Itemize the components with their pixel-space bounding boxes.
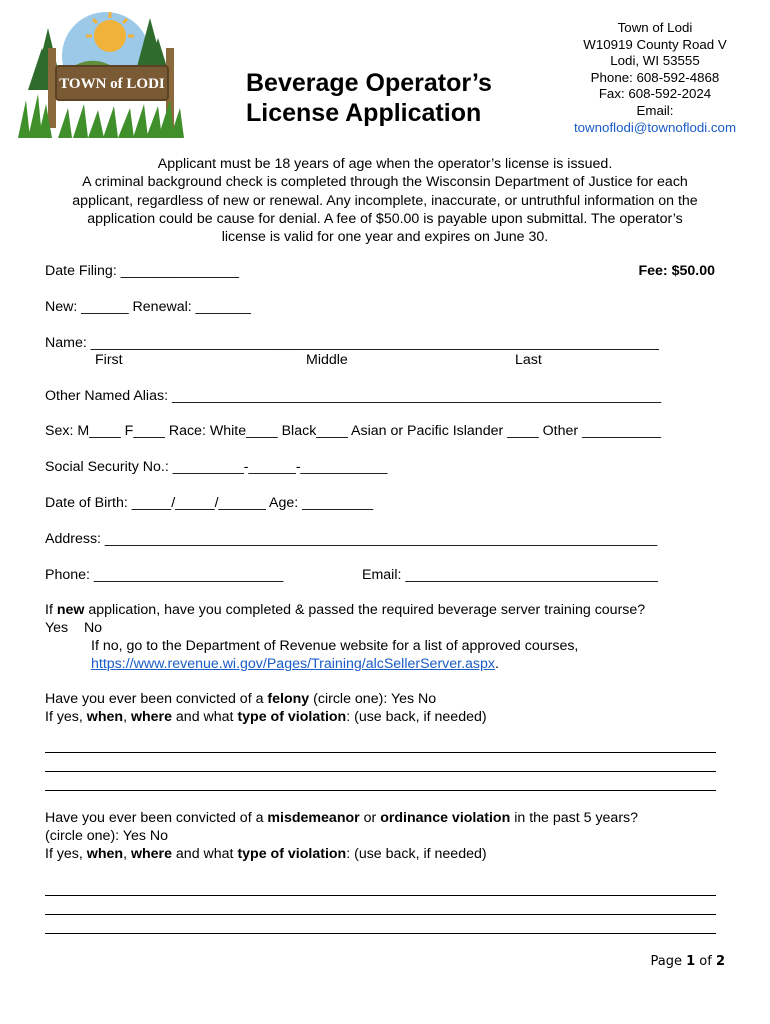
misd-answer-line[interactable] — [45, 895, 716, 896]
intro-paragraph — [38, 155, 732, 246]
name-field[interactable]: Name: ________________________________________________________________________ — [45, 335, 659, 351]
contact-phone: Phone: 608-592-4868 — [590, 69, 720, 85]
ifyes-mid: and what — [171, 846, 238, 862]
page-total: 2 — [715, 954, 725, 969]
contact-email-link[interactable]: townoflodi@townoflodi.com — [573, 119, 737, 135]
ifyes-where: where — [130, 709, 172, 725]
felony-answer-line[interactable] — [45, 771, 716, 772]
training-q-pre: If — [45, 602, 57, 618]
ifyes-comma: , — [123, 709, 131, 725]
training-note: If no, go to the Department of Revenue website for a list of approved courses, — [91, 638, 579, 654]
address-field[interactable]: Address: ______________________________________________________________________ — [45, 531, 658, 547]
felony-q-bold: felony — [267, 691, 310, 707]
felony-answer-line[interactable] — [45, 790, 716, 791]
ifyes-type: type of violation — [237, 709, 347, 725]
intro-line: application could be cause for denial. A fee of $50.00 is payable upon submittal. The operator’s — [87, 210, 683, 227]
alias-field[interactable]: Other Named Alias: ______________________________________________________________ — [45, 388, 662, 404]
contact-email-label: Email: — [636, 102, 674, 118]
intro-line: A criminal background check is completed through the Wisconsin Department of Justice for each — [82, 174, 688, 191]
ifyes-pre: If yes, — [45, 846, 87, 862]
misdemeanor-question — [45, 810, 638, 826]
dob-age-field[interactable]: Date of Birth: _____/_____/______ Age: _________ — [45, 495, 374, 511]
contact-street: W10919 County Road V — [583, 36, 727, 52]
training-yes-option[interactable]: Yes — [45, 620, 69, 636]
training-link-line — [91, 656, 499, 672]
ssn-field[interactable]: Social Security No.: _________-______-___________ — [45, 459, 388, 475]
title-line1: Beverage Operator’s — [246, 69, 492, 97]
misd-circle[interactable]: (circle one): Yes No — [45, 828, 169, 844]
training-q-bold: new — [56, 602, 85, 618]
felony-ifyes — [45, 709, 487, 725]
fee-label: Fee: $50.00 — [638, 263, 715, 279]
intro-line: license is valid for one year and expires on June 30. — [221, 229, 549, 246]
town-logo — [18, 8, 184, 138]
logo-text: TOWN of LODI — [59, 76, 165, 92]
felony-answer-line[interactable] — [45, 752, 716, 753]
felony-q-pre: Have you ever been convicted of a — [45, 691, 268, 707]
name-first-label: First — [95, 352, 123, 368]
intro-line: applicant, regardless of new or renewal. Any incomplete, inaccurate, or untruthful information on the — [72, 192, 698, 209]
ifyes-post: : (use back, if needed) — [346, 709, 487, 725]
training-link-end: . — [495, 656, 499, 672]
ifyes-mid: and what — [171, 709, 238, 725]
title-line2: License Application — [246, 99, 482, 127]
felony-question — [45, 691, 436, 707]
misd-q-pre: Have you ever been convicted of a — [45, 810, 268, 826]
contact-city: Lodi, WI 53555 — [610, 53, 700, 69]
new-renewal-field[interactable]: New: ______ Renewal: _______ — [45, 299, 251, 315]
ifyes-comma: , — [123, 846, 131, 862]
ifyes-when: when — [86, 846, 124, 862]
email-field[interactable]: Email: ________________________________ — [362, 567, 658, 583]
contact-block — [555, 20, 755, 136]
name-last-label: Last — [515, 352, 542, 368]
misd-answer-line[interactable] — [45, 914, 716, 915]
ifyes-type: type of violation — [237, 846, 347, 862]
page-pre: Page — [650, 954, 687, 969]
intro-line: Applicant must be 18 years of age when the operator’s license is issued. — [157, 156, 613, 172]
misd-q-bold1: misdemeanor — [267, 810, 360, 826]
ifyes-post: : (use back, if needed) — [346, 846, 487, 862]
training-answer — [45, 620, 102, 636]
ifyes-when: when — [86, 709, 124, 725]
ifyes-where: where — [130, 846, 172, 862]
misd-q-bold2: ordinance violation — [380, 810, 511, 826]
page-current: 1 — [686, 954, 696, 969]
misd-ifyes — [45, 846, 487, 862]
misd-answer-line[interactable] — [45, 933, 716, 934]
misd-q-post: in the past 5 years? — [510, 810, 639, 826]
contact-fax: Fax: 608-592-2024 — [598, 86, 712, 102]
name-middle-label: Middle — [306, 352, 348, 368]
page-mid: of — [695, 954, 716, 969]
contact-name: Town of Lodi — [617, 20, 693, 35]
training-question — [45, 602, 645, 618]
ifyes-pre: If yes, — [45, 709, 87, 725]
date-filing-field[interactable]: Date Filing: _______________ — [45, 263, 240, 279]
misd-q-mid: or — [359, 810, 381, 826]
phone-field[interactable]: Phone: ________________________ — [45, 567, 284, 583]
page-number — [651, 954, 726, 969]
revenue-link[interactable]: https://www.revenue.wi.gov/Pages/Training/alcSellerServer.aspx — [91, 656, 496, 672]
training-no-option[interactable]: No — [83, 620, 103, 636]
felony-q-post[interactable]: (circle one): Yes No — [309, 691, 437, 707]
training-q-post: application, have you completed & passed the required beverage server training course? — [84, 602, 646, 618]
page-title — [246, 68, 492, 128]
sex-race-field[interactable]: Sex: M____ F____ Race: White____ Black____ Asian or Pacific Islander ____ Other __________ — [45, 423, 661, 439]
